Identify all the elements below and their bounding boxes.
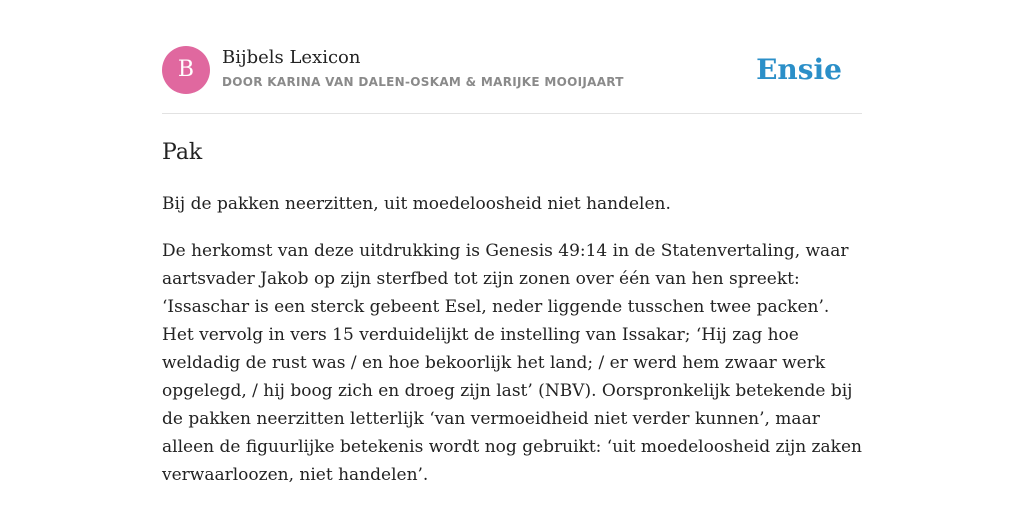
source-header bbox=[162, 46, 862, 96]
source-authors: DOOR KARINA VAN DALEN-OSKAM & MARIJKE MOOIJAART bbox=[222, 75, 624, 89]
entry-definition: Bij de pakken neerzitten, uit moedeloosheid niet handelen. bbox=[162, 194, 671, 214]
brand-logo-link[interactable]: Ensie bbox=[756, 53, 842, 86]
source-title-link[interactable]: Bijbels Lexicon bbox=[222, 47, 361, 68]
header-divider bbox=[162, 113, 862, 114]
source-avatar[interactable]: B bbox=[162, 46, 210, 94]
entry-title: Pak bbox=[162, 140, 203, 165]
entry-body: De herkomst van deze uitdrukking is Genesis 49:14 in de Statenvertaling, waar aartsvader Jakob op zijn sterfbed tot zijn zonen over één van hen spreekt: ‘Issaschar is een sterck gebeent Esel, neder liggende tusschen twee packen’. Het vervolg in vers 15 verduidelijkt de instelling van Issakar; ‘Hij zag hoe weldadig de rust was / en hoe bekoorlijk het land; / er werd hem zwaar werk opgelegd, / hij boog zich en droeg zijn last’ (NBV). Oorspronkelijk betekende bij de pakken neerzitten letterlijk ‘van vermoeidheid niet verder kunnen’, maar alleen de figuurlijke betekenis wordt nog gebruikt: ‘uit moedeloosheid zijn zaken verwaarloozen, niet handelen’. bbox=[162, 241, 862, 485]
